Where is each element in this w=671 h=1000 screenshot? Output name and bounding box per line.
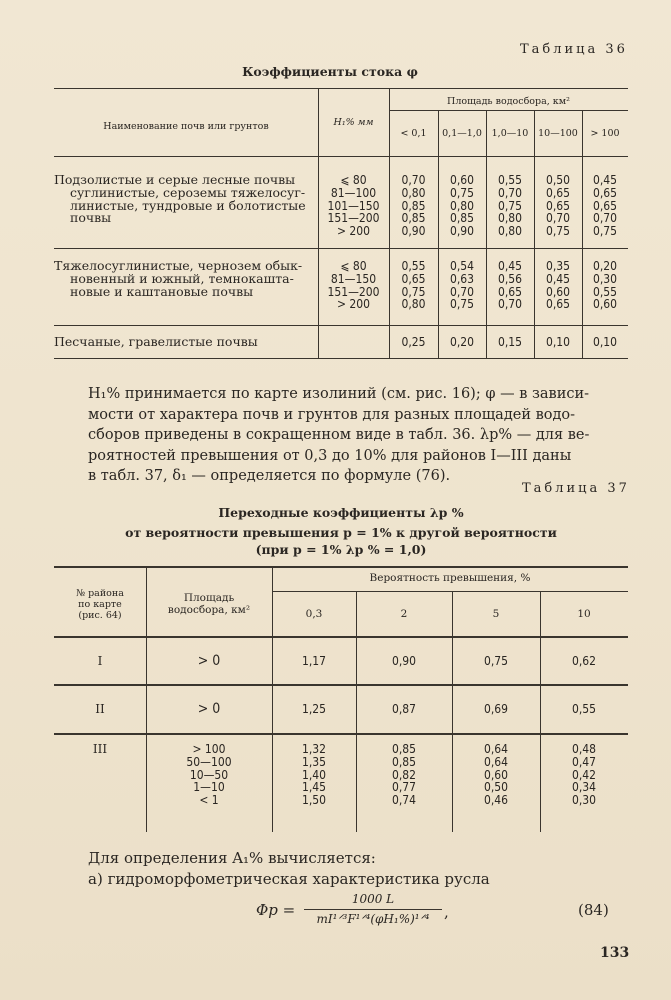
table36-values-col: 0,70 0,80 0,85 0,85 0,90 xyxy=(401,173,426,239)
body-paragraph: H₁% принимается по карте изолиний (см. рис. 16); φ — в зависи- мости от характера почв и грунтов для разных площадей водо- сборов приведены в сокращенном виде в табл. 36. λp% — для ве- роятностей превышения от 0,3 до 10% для районов I—III даны в табл. 37, δ₁ — определяется по формуле (76). xyxy=(88,386,590,484)
formula-number: (84) xyxy=(578,901,609,919)
body-paragraph-2: Для определения A₁% вычисляется: а) гидроморфометрическая характеристика русла xyxy=(88,849,490,888)
table36-label: Таблица 36 xyxy=(520,42,628,57)
table37-area: > 0 xyxy=(197,653,221,669)
table36-value: 0,10 xyxy=(592,335,618,349)
table37-area: > 0 xyxy=(197,701,221,717)
table37-prob-col: 10 xyxy=(577,608,591,620)
table37-value: 1,17 xyxy=(301,654,327,668)
table37-title: Переходные коэффициенты λp % от вероятности превышения p = 1% к другой вероятности (при p = 1% λp % = 1,0) xyxy=(125,505,557,557)
table37-label: Таблица 37 xyxy=(522,481,630,496)
table37-region: III xyxy=(92,742,108,756)
table36-values-col: 0,45 0,56 0,65 0,70 xyxy=(497,259,523,312)
table37-value: 0,87 xyxy=(391,702,417,716)
table37-values-col: 0,48 0,47 0,42 0,34 0,30 xyxy=(571,742,597,808)
table36-area-col: 1,0—10 xyxy=(491,128,529,139)
table36-soil-name: Тяжелосуглинистые, чернозем обык- новенный и южный, темнокашта- новые и каштановые почвы xyxy=(54,258,303,299)
table37-values-col: 1,32 1,35 1,40 1,45 1,50 xyxy=(301,742,327,808)
formula-denominator: mI¹ᐟ³F¹ᐟ⁴(φH₁%)¹ᐟ⁴ xyxy=(316,912,430,926)
table36-values-col: 0,45 0,65 0,65 0,70 0,75 xyxy=(592,173,618,239)
table37-values-col: 0,64 0,64 0,60 0,50 0,46 xyxy=(483,742,509,808)
table37-value: 0,75 xyxy=(483,654,509,668)
table36-values-col: 0,55 0,65 0,75 0,80 xyxy=(401,259,426,312)
table37-value: 0,90 xyxy=(391,654,417,668)
table36-soil-name: Подзолистые и серые лесные почвы суглинистые, сероземы тяжелосуг- линистые, тундровые и болотистые почвы xyxy=(54,172,306,226)
table37-value: 0,55 xyxy=(571,702,597,716)
table37-col-prob: Вероятность превышения, % xyxy=(369,572,531,584)
table37-col-region: № района по карте (рис. 64) xyxy=(76,588,124,621)
table37-region: I xyxy=(97,654,103,668)
table37-prob-col: 5 xyxy=(492,608,500,620)
table37-area-list: > 100 50—100 10—50 1—10 < 1 xyxy=(186,742,232,808)
table36-h-values: ⩽ 80 81—150 151—200 > 200 xyxy=(327,259,380,312)
table37-prob-col: 0,3 xyxy=(305,608,323,620)
table36-col-area: Площадь водосбора, км² xyxy=(447,96,570,107)
page-number: 133 xyxy=(600,945,630,961)
table36-area-col: > 100 xyxy=(590,128,620,139)
table36-values-col: 0,35 0,45 0,60 0,65 xyxy=(545,259,571,312)
table37-value: 1,25 xyxy=(301,702,327,716)
table36-values-col: 0,50 0,65 0,65 0,70 0,75 xyxy=(545,173,571,239)
formula-tail: , xyxy=(444,903,449,921)
table36-values-col: 0,20 0,30 0,55 0,60 xyxy=(592,259,618,312)
table36-col-soil: Наименование почв или грунтов xyxy=(103,121,269,132)
table36-soil-name: Песчаные, гравелистые почвы xyxy=(54,334,258,349)
table37-value: 0,62 xyxy=(571,654,597,668)
table36-values-col: 0,55 0,70 0,75 0,80 0,80 xyxy=(497,173,523,239)
table36-title: Коэффициенты стока φ xyxy=(242,64,418,79)
formula-numerator: 1000 L xyxy=(351,892,395,906)
table36-values-col: 0,60 0,75 0,80 0,85 0,90 xyxy=(449,173,475,239)
table37-values-col: 0,85 0,85 0,82 0,77 0,74 xyxy=(391,742,417,808)
table37-prob-col: 2 xyxy=(400,608,408,620)
table36-value: 0,15 xyxy=(497,335,523,349)
table36-col-h: H₁% мм xyxy=(333,117,374,128)
table36-values-col: 0,54 0,63 0,70 0,75 xyxy=(449,259,475,312)
table37-value: 0,69 xyxy=(483,702,509,716)
table36-value: 0,20 xyxy=(449,335,475,349)
table36-area-col: < 0,1 xyxy=(400,128,427,139)
table37-col-area: Площадь водосбора, км² xyxy=(167,592,251,616)
formula-lhs: Φр = xyxy=(256,901,296,919)
table37-region: II xyxy=(95,702,105,716)
table36-h-values: ⩽ 80 81—100 101—150 151—200 > 200 xyxy=(327,173,380,239)
table36-value: 0,10 xyxy=(545,335,571,349)
table36-area-col: 10—100 xyxy=(538,128,578,139)
table36-area-col: 0,1—1,0 xyxy=(442,128,482,139)
table36-value: 0,25 xyxy=(401,335,426,349)
